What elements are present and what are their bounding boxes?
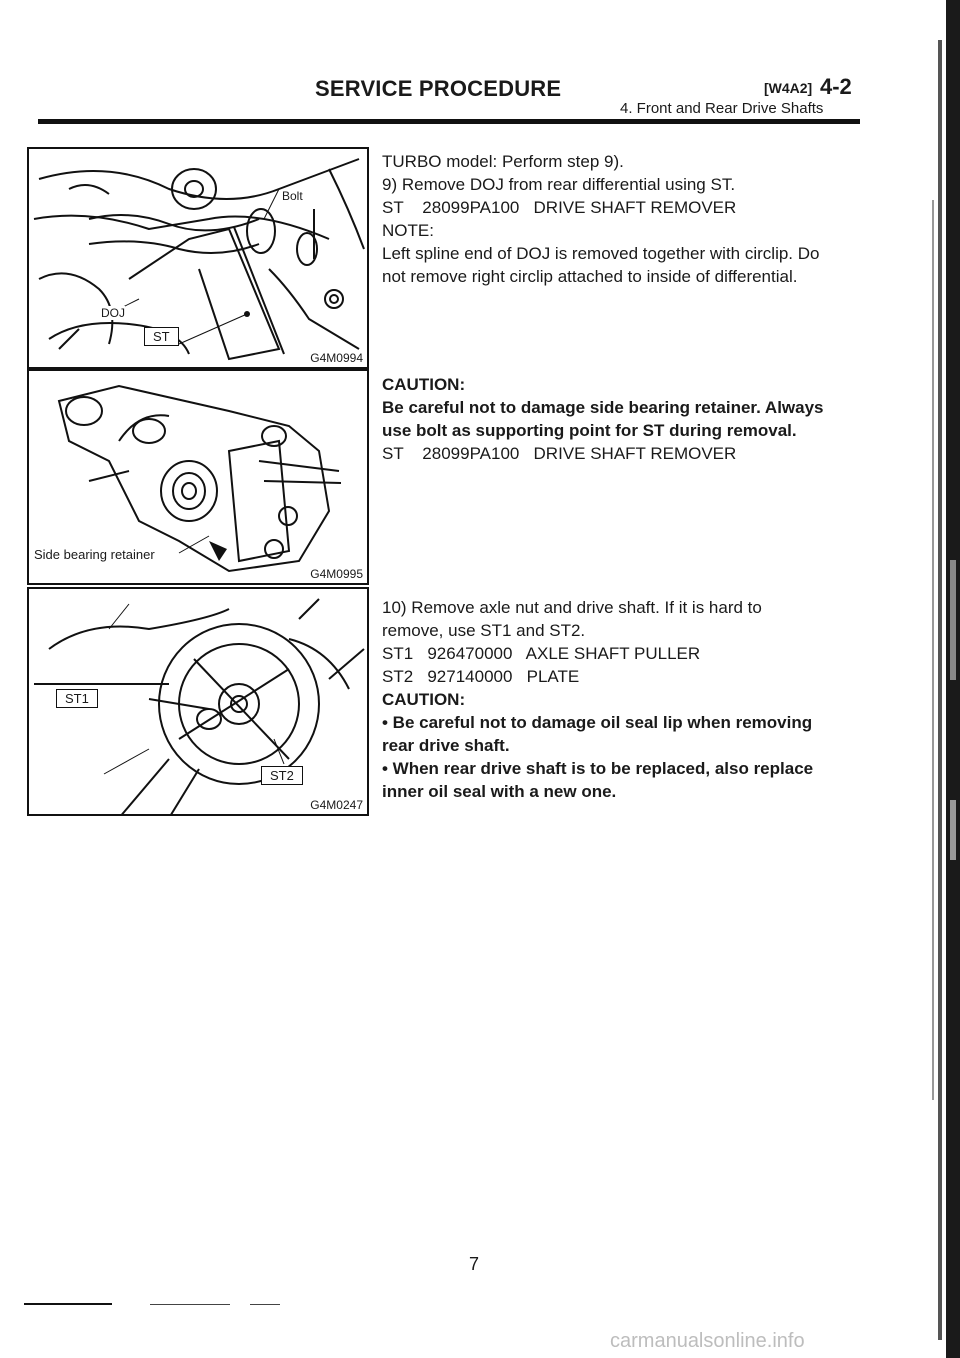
- bullet-line: rear drive shaft.: [382, 736, 510, 755]
- label-st1: ST1: [56, 689, 98, 708]
- footer-dash: [150, 1304, 230, 1305]
- label-st2: ST2: [261, 766, 303, 785]
- figure-axle-shaft-puller: [27, 587, 369, 816]
- section-title: 4. Front and Rear Drive Shafts: [620, 100, 824, 117]
- text-line: NOTE:: [382, 221, 434, 240]
- figure-doj-removal: [27, 147, 369, 369]
- bullet-line: • When rear drive shaft is to be replaced, also replace: [382, 759, 814, 778]
- text-line: not remove right circlip attached to inside of differential.: [382, 267, 798, 286]
- tool-line: ST 28099PA100 DRIVE SHAFT REMOVER: [382, 444, 737, 463]
- caution-line: Be careful not to damage side bearing retainer. Always: [382, 398, 824, 417]
- figure-id: G4M0247: [310, 798, 363, 812]
- text-line: TURBO model: Perform step 9).: [382, 152, 624, 171]
- step-10-text: [382, 596, 862, 803]
- bullet-line: • Be careful not to damage oil seal lip when removing: [382, 713, 813, 732]
- bullet-line: inner oil seal with a new one.: [382, 782, 617, 801]
- page-reference: 4-2: [820, 74, 852, 99]
- text-line: ST2 927140000 PLATE: [382, 667, 580, 686]
- page-title: SERVICE PROCEDURE: [315, 76, 562, 101]
- header-rule: [38, 119, 860, 124]
- caution-line: use bolt as supporting point for ST during removal.: [382, 421, 797, 440]
- footer-rule: [24, 1303, 112, 1305]
- section-code: [W4A2]: [764, 80, 813, 96]
- label-bolt: Bolt: [282, 189, 303, 203]
- step-9-text: [382, 150, 862, 288]
- figure-id: G4M0995: [310, 567, 363, 581]
- text-line: remove, use ST1 and ST2.: [382, 621, 586, 640]
- caution-title: CAUTION:: [382, 690, 466, 709]
- figure-doj-drawing: [29, 149, 369, 369]
- scan-edge-shadow: [920, 0, 960, 1358]
- caution-title: CAUTION:: [382, 375, 466, 394]
- page-number: 7: [469, 1254, 480, 1274]
- label-st: ST: [144, 327, 179, 346]
- text-line: 9) Remove DOJ from rear differential using ST.: [382, 175, 736, 194]
- label-side-bearing-retainer: Side bearing retainer: [34, 547, 155, 562]
- text-line: Left spline end of DOJ is removed together with circlip. Do: [382, 244, 820, 263]
- label-doj: DOJ: [101, 306, 125, 320]
- figure-id: G4M0994: [310, 351, 363, 365]
- figure-side-bearing-retainer: [27, 369, 369, 585]
- footer-dash: [250, 1304, 280, 1305]
- text-line: ST 28099PA100 DRIVE SHAFT REMOVER: [382, 198, 737, 217]
- text-line: 10) Remove axle nut and drive shaft. If it is hard to: [382, 598, 762, 617]
- watermark-text: carmanualsonline.info: [610, 1330, 805, 1352]
- caution-1: [382, 373, 862, 465]
- text-line: ST1 926470000 AXLE SHAFT PULLER: [382, 644, 701, 663]
